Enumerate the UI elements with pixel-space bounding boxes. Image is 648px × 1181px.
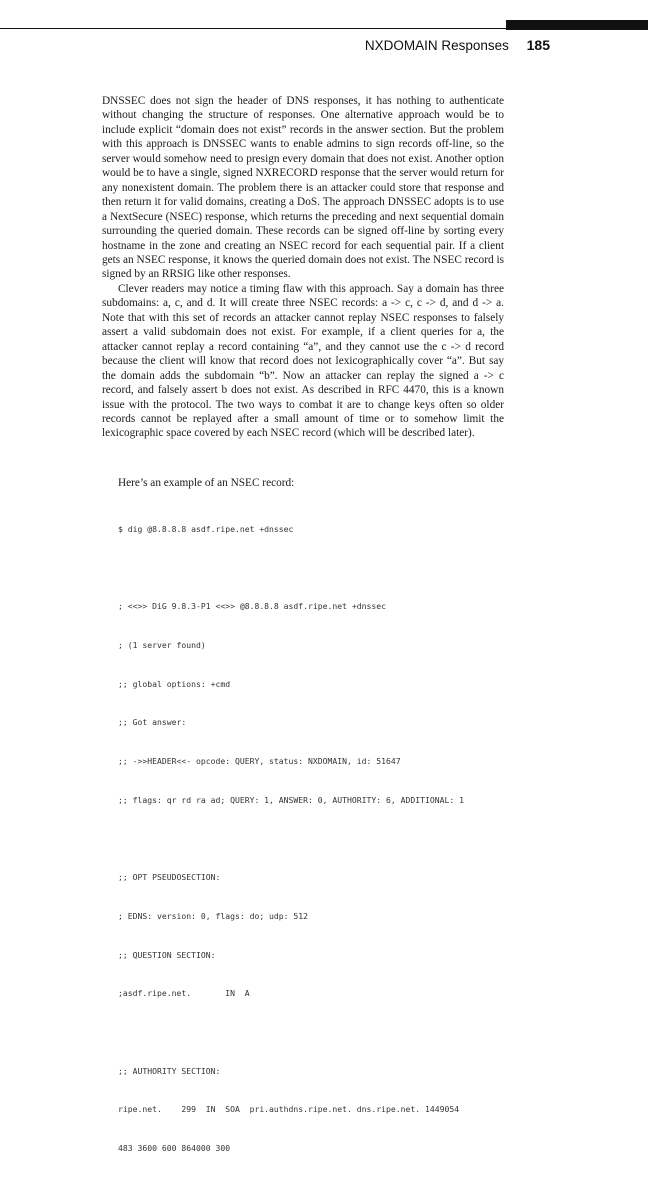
code-line: 483 3600 600 864000 300 — [118, 1143, 231, 1154]
code-listing — [118, 497, 518, 1181]
page-number: 185 — [526, 37, 550, 53]
header-rule — [0, 28, 648, 29]
running-header — [365, 37, 550, 53]
code-line: ;; AUTHORITY SECTION: — [118, 1065, 221, 1076]
code-line: ;; QUESTION SECTION: — [118, 949, 216, 960]
body-text — [102, 94, 504, 441]
section-title: NXDOMAIN Responses — [364, 38, 509, 53]
code-line: ; <<>> DiG 9.8.3-P1 <<>> @8.8.8.8 asdf.ripe.net +dnssec — [118, 601, 387, 612]
example-intro: Here’s an example of an NSEC record: — [118, 477, 295, 489]
code-line — [118, 562, 518, 575]
code-line: ;asdf.ripe.net. IN A — [118, 988, 250, 999]
code-line: ;; ->>HEADER<<- opcode: QUERY, status: NXDOMAIN, id: 51647 — [118, 756, 401, 767]
code-line: ; (1 server found) — [118, 639, 206, 650]
code-line: ; EDNS: version: 0, flags: do; udp: 512 — [118, 910, 309, 921]
code-line: ;; OPT PSEUDOSECTION: — [118, 872, 221, 883]
paragraph: DNSSEC does not sign the header of DNS responses, it has nothing to authenticate without changing the structure of responses. One alternative approach would be to include explicit “domain does not exist” records in the answer section. But the problem with this approach is DNSSEC wants to enable admins to sign records off-line, so the server would somehow need to presign every domain that does not exist. Another option would be to have a single, signed NXRECORD response that the server would return for any nonexistent domain. The problem there is an attacker could store that response and then return it for valid domains, creating a DoS. The approach DNSSEC adopts is to use a NextSecure (NSEC) response, which returns the preceding and next sequential domain surrounding the queried domain. These records can be signed off-line by sorting every hostname in the zone and creating an NSEC record for each sequential pair. If a client gets an NSEC response, it knows the queried domain does not exist. The NSEC record is signed by an RRSIG like other responses. — [102, 95, 504, 281]
paragraph: Clever readers may notice a timing flaw with this approach. Say a domain has three subdomains: a, c, and d. It will create three NSEC records: a -> c, c -> d, and d -> a. Note that with this set of records an attacker cannot replay NSEC responses to falsely assert a valid subdomain does not exist. For example, if a client queries for a, the attacker cannot replay a record containing “a”, and they cannot use the c -> d record because the client will know that record does not lexicographically cover “a”. But say the domain adds the subdomain “b”. Now an attacker can replay the signed a -> c record, and falsely assert b does not exist. As described in RFC 4470, this is a known issue with the protocol. The two ways to combat it are to change keys often so older records cannot be replayed after a small amount of time or to somehow limit the lexicographic space covered by each NSEC record (which will be described later). — [102, 282, 504, 440]
code-line: ;; Got answer: — [118, 717, 187, 728]
code-line — [118, 832, 518, 845]
code-line: ;; global options: +cmd — [118, 678, 231, 689]
code-line: ripe.net. 299 IN SOA pri.authdns.ripe.net. dns.ripe.net. 1449054 — [118, 1104, 460, 1115]
code-line: $ dig @8.8.8.8 asdf.ripe.net +dnssec — [118, 523, 294, 534]
code-line: ;; flags: qr rd ra ad; QUERY: 1, ANSWER: 0, AUTHORITY: 6, ADDITIONAL: 1 — [118, 794, 464, 805]
code-line — [118, 1026, 518, 1039]
